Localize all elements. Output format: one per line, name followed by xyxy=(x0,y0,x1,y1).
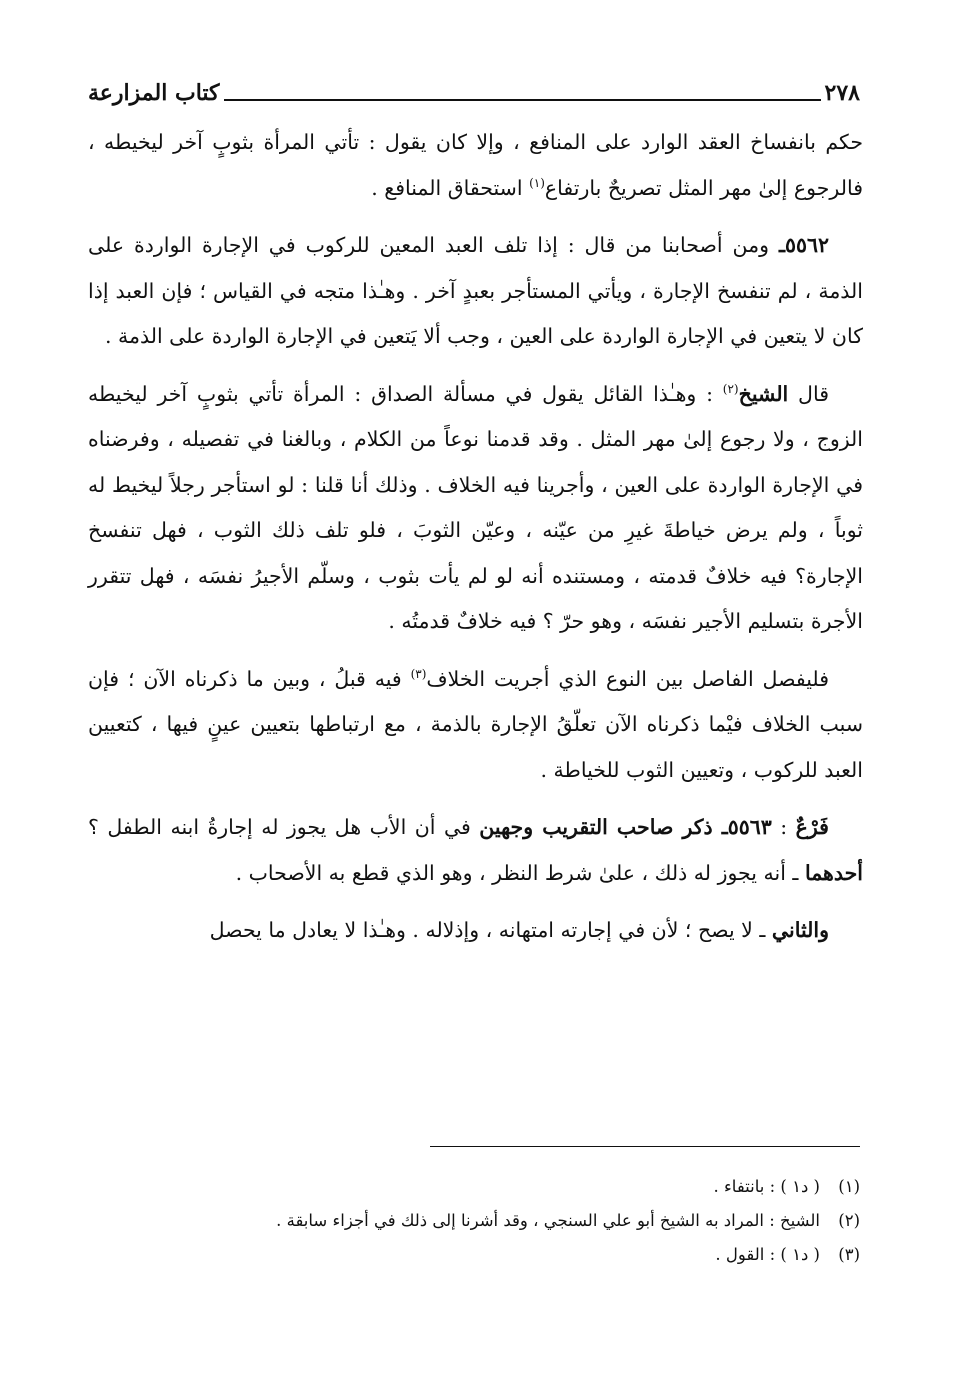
footnote-text: ( د١ ) : القول . xyxy=(715,1245,820,1264)
footnote-3 xyxy=(150,1238,860,1272)
footnotes xyxy=(150,1170,860,1272)
paragraph-second-view xyxy=(88,908,863,954)
footnote-ref: (٣) xyxy=(410,666,427,681)
footnote-ref: (١) xyxy=(529,175,545,190)
page-number: ٢٧٨ xyxy=(824,80,860,106)
paragraph-5563 xyxy=(88,805,863,896)
paragraph-text: قال xyxy=(788,381,829,406)
paragraph-text: فيه قبلُ ، وبين ما ذكرناه الآن ؛ فإن سبب الخلاف فيْما ذكرناه الآن تعلّقُ الإجارة بالذمة ، مع ارتباطها بتعيين عينٍ فيها ، كتعيين العبد للركوب ، وتعيين الثوب للخياطة . xyxy=(88,666,863,782)
paragraph-text: ـ أنه يجوز له ذلك ، علىٰ شرط النظر ، وهو الذي قطع به الأصحاب . xyxy=(235,860,805,885)
footnote-number: (١) xyxy=(838,1177,860,1196)
section-number: ٥٥٦٢ـ xyxy=(778,233,829,257)
paragraph-5562 xyxy=(88,223,863,360)
sheikh-name: الشيخ xyxy=(738,381,789,406)
footnote-2 xyxy=(150,1204,860,1238)
main-text xyxy=(88,120,863,966)
footnote-number: (٢) xyxy=(838,1211,860,1230)
paragraph-sheikh xyxy=(88,372,863,645)
paragraph-text: فليفصل الفاصل بين النوع الذي أجريت الخلاف xyxy=(426,666,829,691)
footnote-number: (٣) xyxy=(838,1245,860,1264)
paragraph-text: استحقاق المنافع . xyxy=(371,175,530,200)
section-number: ٥٥٦٣ـ xyxy=(721,815,772,839)
bold-phrase: ذكر صاحب التقريب وجهين xyxy=(479,815,722,839)
paragraph-1 xyxy=(88,120,863,211)
footnote-ref: (٢) xyxy=(722,381,739,396)
paragraph-text: ـ لا يصح ؛ لأن في إجارته امتهانه ، وإذلاله . وهـٰذا لا يعادل ما يحصل xyxy=(209,918,772,942)
footnote-1 xyxy=(150,1170,860,1204)
footnote-text: الشيخ : المراد به الشيخ أبو علي السنجي ، وقد أشرنا إلى ذلك في أجزاء سابقة . xyxy=(276,1211,820,1230)
paragraph-text: حكم بانفساخ العقد الوارد على المنافع ، وإلا كان يقول : تأتي المرأة بثوبٍ آخر ليخيطه ، فالرجوع إلىٰ مهر المثل تصريحٌ بارتفاع xyxy=(88,130,863,200)
header-rule xyxy=(224,99,821,101)
bold-phrase: أحدهما xyxy=(804,860,863,885)
footnote-text: ( د١ ) : بانتفاء . xyxy=(713,1177,820,1196)
bold-phrase: والثاني xyxy=(771,918,829,942)
page-header xyxy=(88,76,860,106)
footnote-divider xyxy=(430,1146,860,1147)
paragraph-text: : xyxy=(771,815,796,839)
paragraph-distinction xyxy=(88,657,863,794)
book-title: كتاب المزارعة xyxy=(88,80,220,106)
paragraph-text: : وهـٰذا القائل يقول في مسألة الصداق : المرأة تأتي بثوبٍ آخر ليخيطه الزوج ، ولا رجوع إلىٰ مهر المثل . وقد قدمنا نوعاً من الكلام ، وبالغنا في تفصيله ، وفرضناه في الإجارة الواردة على العين ، وأجرينا فيه الخلاف . وذلك أنا قلنا : لو استأجر رجلاً ليخيط له ثوباً ، ولم يرض خياطةَ غيرِ من عيّنه ، وعيّن الثوبَ ، فلو تلف ذلك الثوب ، فهل تنفسخ الإجارة؟ فيه خلافٌ قدمته ، ومستنده أنه لو لم يأت بثوب ، وسلّم الأجيرُ نفسَه ، فهل تتقرر الأجرة بتسليم الأجير نفسَه ، وهو حرّ ؟ فيه خلافٌ قدمتُه . xyxy=(88,381,863,633)
paragraph-text: ومن أصحابنا من قال : إذا تلف العبد المعين للركوب في الإجارة الواردة على الذمة ، لم تنفسخ الإجارة ، ويأتي المستأجر بعبدٍ آخر . وهـٰذا متجه في القياس ؛ فإن العبد إذا كان لا يتعين في الإجارة الواردة على العين ، وجب ألا يَتعين في الإجارة الواردة على الذمة . xyxy=(88,233,863,348)
paragraph-text: في أن الأب هل يجوز له إجارةُ ابنه الطفل ؟ xyxy=(88,815,480,839)
far-label: فَرْعٌ xyxy=(795,815,829,839)
